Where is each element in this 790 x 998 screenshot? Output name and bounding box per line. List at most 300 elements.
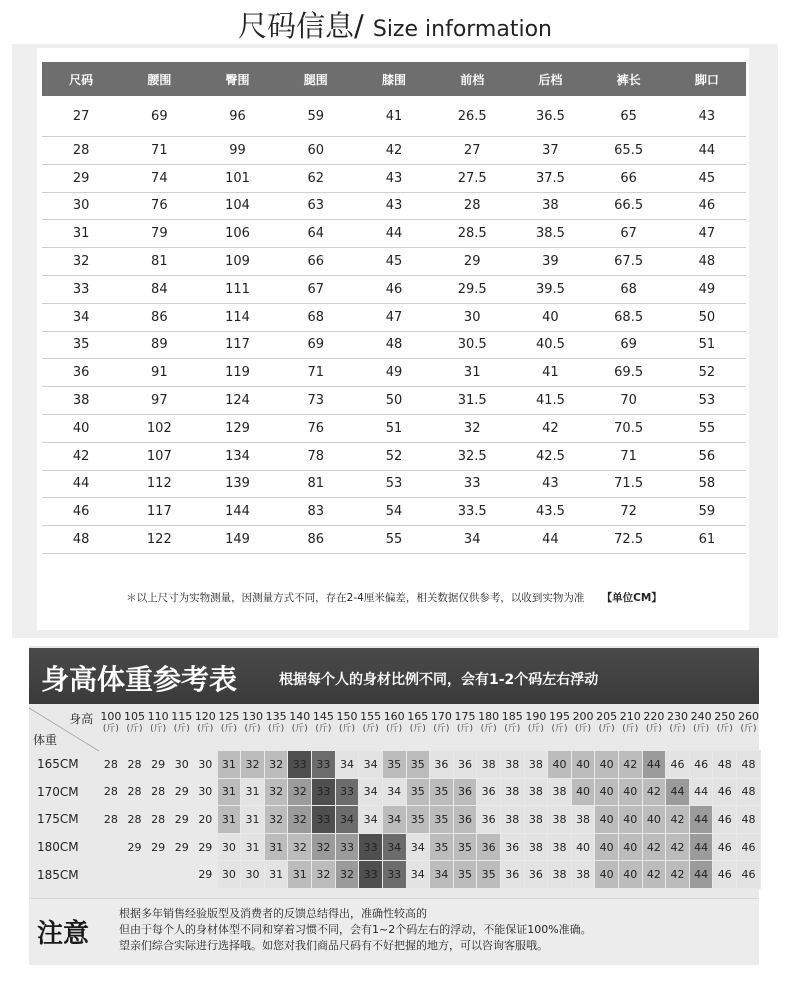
- size-suggestion-cell: 33: [335, 778, 359, 806]
- weight-unit: (斤): [645, 724, 662, 734]
- size-suggestion-cell: 34: [382, 833, 406, 861]
- size-row: [42, 164, 746, 192]
- size-cell: 45: [668, 164, 746, 192]
- notice-label: 注意: [37, 919, 90, 949]
- size-suggestion-cell: 34: [382, 778, 406, 806]
- size-cell: 86: [120, 303, 198, 331]
- weight-header: [453, 708, 477, 751]
- size-cell: 31: [433, 359, 511, 387]
- size-suggestion-cell: 38: [500, 778, 524, 806]
- size-cell: 72.5: [590, 526, 668, 554]
- weight-value: 210: [619, 710, 641, 723]
- size-cell: 30: [433, 303, 511, 331]
- size-suggestion-cell: 28: [123, 806, 147, 834]
- size-table: [42, 62, 746, 554]
- size-suggestion-cell: 42: [666, 861, 690, 889]
- size-suggestion-cell: 34: [406, 861, 430, 889]
- weight-unit: (斤): [716, 724, 733, 734]
- height-row: [29, 833, 761, 861]
- size-column-header: 膝围: [355, 62, 433, 96]
- weight-value: 200: [572, 710, 594, 723]
- size-table-header: [42, 62, 746, 96]
- size-suggestion-cell: 36: [453, 806, 477, 834]
- size-cell: 28: [433, 192, 511, 220]
- weight-unit: (斤): [480, 724, 497, 734]
- size-cell: 27.5: [433, 164, 511, 192]
- size-column-header: 脚口: [668, 62, 746, 96]
- size-cell: 104: [198, 192, 276, 220]
- weight-unit: (斤): [268, 724, 285, 734]
- size-suggestion-cell: 36: [477, 778, 501, 806]
- weight-header: [406, 708, 430, 751]
- size-suggestion-cell: 29: [146, 833, 170, 861]
- size-cell: 109: [198, 248, 276, 276]
- size-suggestion-cell: 32: [312, 861, 336, 889]
- size-cell: 89: [120, 331, 198, 359]
- weight-unit: (斤): [457, 724, 474, 734]
- size-suggestion-cell: 31: [217, 806, 241, 834]
- size-cell: 65.5: [590, 137, 668, 165]
- size-suggestion-cell: 42: [642, 778, 666, 806]
- size-suggestion-cell: 42: [642, 861, 666, 889]
- size-cell: 117: [120, 498, 198, 526]
- size-suggestion-cell: 34: [335, 806, 359, 834]
- height-label: 170CM: [37, 784, 79, 799]
- weight-unit: (斤): [338, 724, 355, 734]
- size-cell: 36.5: [511, 96, 589, 137]
- weight-unit: (斤): [197, 724, 214, 734]
- size-cell: 84: [120, 275, 198, 303]
- size-cell: 69.5: [590, 359, 668, 387]
- size-suggestion-cell: 32: [241, 751, 265, 779]
- size-cell: 79: [120, 220, 198, 248]
- size-cell: 42: [511, 414, 589, 442]
- size-cell: 47: [668, 220, 746, 248]
- weight-header: [241, 708, 265, 751]
- size-cell: 40: [42, 414, 120, 442]
- size-cell: 39.5: [511, 275, 589, 303]
- size-cell: 76: [277, 414, 355, 442]
- weight-header: [264, 708, 288, 751]
- size-row: [42, 303, 746, 331]
- weight-header: [170, 708, 194, 751]
- size-cell: 81: [120, 248, 198, 276]
- size-cell: 69: [277, 331, 355, 359]
- size-suggestion-cell: 38: [548, 833, 572, 861]
- size-cell: 96: [198, 96, 276, 137]
- size-cell: 33: [433, 470, 511, 498]
- size-cell: 97: [120, 387, 198, 415]
- size-cell: 41: [511, 359, 589, 387]
- reference-title: 身高体重参考表: [41, 663, 238, 696]
- size-row: [42, 414, 746, 442]
- size-cell: 46: [668, 192, 746, 220]
- size-suggestion-cell: 36: [524, 861, 548, 889]
- weight-value: 205: [596, 710, 618, 723]
- title-chinese: 尺码信息/: [237, 9, 364, 43]
- size-suggestion-cell: 33: [312, 778, 336, 806]
- size-cell: 32: [433, 414, 511, 442]
- weight-unit: (斤): [504, 724, 521, 734]
- size-cell: 30.5: [433, 331, 511, 359]
- size-suggestion-cell: 38: [524, 778, 548, 806]
- size-suggestion-cell: 44: [689, 833, 713, 861]
- size-cell: 52: [668, 359, 746, 387]
- size-cell: 44: [668, 137, 746, 165]
- size-suggestion-cell: 36: [430, 751, 454, 779]
- size-cell: 26.5: [433, 96, 511, 137]
- weight-unit: (斤): [150, 724, 167, 734]
- size-cell: 66.5: [590, 192, 668, 220]
- size-cell: 34: [433, 526, 511, 554]
- size-cell: 71: [277, 359, 355, 387]
- size-suggestion-cell: 46: [713, 778, 737, 806]
- size-cell: 76: [120, 192, 198, 220]
- weight-value: 250: [714, 710, 736, 723]
- size-cell: 34: [42, 303, 120, 331]
- weight-value: 130: [242, 710, 264, 723]
- height-label: 180CM: [37, 840, 79, 855]
- size-suggestion-cell: 36: [500, 861, 524, 889]
- size-cell: 67: [590, 220, 668, 248]
- size-cell: 51: [668, 331, 746, 359]
- weight-header: [642, 708, 666, 751]
- weight-header: [524, 708, 548, 751]
- weight-value: 240: [690, 710, 712, 723]
- size-suggestion-cell: 31: [217, 778, 241, 806]
- size-suggestion-cell: 40: [595, 778, 619, 806]
- weight-header: [123, 708, 147, 751]
- weight-value: 195: [548, 710, 570, 723]
- height-row: [29, 861, 761, 889]
- size-suggestion-cell: 31: [217, 751, 241, 779]
- size-cell: 134: [198, 442, 276, 470]
- size-suggestion-cell: 34: [406, 833, 430, 861]
- weight-value: 110: [147, 710, 169, 723]
- weight-unit: (斤): [102, 724, 119, 734]
- size-cell: 102: [120, 414, 198, 442]
- weight-header: [548, 708, 572, 751]
- measurement-note: [42, 590, 746, 605]
- size-cell: 43: [355, 164, 433, 192]
- size-cell: 74: [120, 164, 198, 192]
- size-suggestion-cell: 31: [241, 806, 265, 834]
- size-suggestion-cell: 30: [170, 751, 194, 779]
- reference-subtitle: 根据每个人的身材比例不同，会有1-2个码左右浮动: [279, 672, 599, 688]
- size-suggestion-cell: 46: [689, 751, 713, 779]
- hw-table-body: [29, 751, 761, 889]
- weight-value: 190: [525, 710, 547, 723]
- weight-unit: (斤): [126, 724, 143, 734]
- size-cell: 28.5: [433, 220, 511, 248]
- size-cell: 53: [668, 387, 746, 415]
- size-column-header: 尺码: [42, 62, 120, 96]
- size-cell: 68: [277, 303, 355, 331]
- size-suggestion-cell: 35: [406, 806, 430, 834]
- size-suggestion-cell: 35: [430, 778, 454, 806]
- size-suggestion-cell: 38: [524, 833, 548, 861]
- size-suggestion-cell: 36: [477, 833, 501, 861]
- size-suggestion-cell: 35: [430, 833, 454, 861]
- note-text: ＊以上尺寸为实物测量，因测量方式不同，存在2-4厘米偏差，相关数据仅供参考，以收到实物为准: [126, 592, 585, 604]
- size-row: [42, 526, 746, 554]
- size-suggestion-cell: 46: [666, 751, 690, 779]
- weight-value: 220: [643, 710, 665, 723]
- weight-header: [146, 708, 170, 751]
- size-suggestion-cell: 34: [359, 806, 383, 834]
- size-row: [42, 387, 746, 415]
- size-suggestion-cell: 30: [217, 833, 241, 861]
- weight-value: 125: [218, 710, 240, 723]
- size-row: [42, 137, 746, 165]
- size-suggestion-cell: 29: [170, 806, 194, 834]
- size-cell: 65: [590, 96, 668, 137]
- size-cell: 70: [590, 387, 668, 415]
- size-suggestion-cell: 28: [123, 751, 147, 779]
- size-suggestion-cell: [146, 861, 170, 889]
- weight-unit: (斤): [622, 724, 639, 734]
- size-cell: 50: [668, 303, 746, 331]
- weight-value: 160: [383, 710, 405, 723]
- weight-value: 170: [430, 710, 452, 723]
- size-suggestion-cell: 38: [477, 751, 501, 779]
- weight-unit: (斤): [575, 724, 592, 734]
- size-suggestion-cell: 35: [453, 861, 477, 889]
- weight-header: [359, 708, 383, 751]
- size-cell: 42: [42, 442, 120, 470]
- size-cell: 111: [198, 275, 276, 303]
- size-suggestion-cell: 48: [713, 751, 737, 779]
- weight-value: 120: [194, 710, 216, 723]
- weight-value: 175: [454, 710, 476, 723]
- weight-value: 100: [100, 710, 122, 723]
- weight-value: 135: [265, 710, 287, 723]
- size-suggestion-cell: [123, 861, 147, 889]
- size-suggestion-cell: 44: [689, 778, 713, 806]
- size-suggestion-cell: 42: [666, 833, 690, 861]
- size-suggestion-cell: 40: [595, 751, 619, 779]
- size-cell: 36: [42, 359, 120, 387]
- size-cell: 119: [198, 359, 276, 387]
- size-cell: 43: [355, 192, 433, 220]
- size-cell: 42.5: [511, 442, 589, 470]
- notice-lines: [119, 906, 592, 954]
- size-cell: 58: [668, 470, 746, 498]
- size-cell: 40: [511, 303, 589, 331]
- size-suggestion-cell: 46: [713, 806, 737, 834]
- size-suggestion-cell: 32: [264, 778, 288, 806]
- size-suggestion-cell: 29: [194, 833, 218, 861]
- size-cell: 70.5: [590, 414, 668, 442]
- weight-unit: (斤): [386, 724, 403, 734]
- weight-value: 180: [478, 710, 500, 723]
- size-row: [42, 331, 746, 359]
- size-suggestion-cell: 35: [430, 806, 454, 834]
- size-row: [42, 359, 746, 387]
- size-cell: 35: [42, 331, 120, 359]
- weight-unit: (斤): [315, 724, 332, 734]
- size-suggestion-cell: 38: [524, 806, 548, 834]
- size-row: [42, 96, 746, 137]
- size-suggestion-cell: 34: [430, 861, 454, 889]
- size-suggestion-cell: 29: [123, 833, 147, 861]
- size-suggestion-cell: 33: [312, 806, 336, 834]
- size-cell: 68.5: [590, 303, 668, 331]
- size-cell: 43: [511, 470, 589, 498]
- size-table-body: [42, 96, 746, 553]
- size-suggestion-cell: 38: [548, 778, 572, 806]
- size-cell: 71: [590, 442, 668, 470]
- size-suggestion-cell: 35: [406, 778, 430, 806]
- size-suggestion-cell: 20: [194, 806, 218, 834]
- size-suggestion-cell: 33: [335, 833, 359, 861]
- size-cell: 43.5: [511, 498, 589, 526]
- height-label: 165CM: [37, 757, 79, 772]
- notice-box: [29, 898, 759, 965]
- hw-table-header: [29, 708, 761, 751]
- height-row: [29, 778, 761, 806]
- size-cell: 37.5: [511, 164, 589, 192]
- size-suggestion-cell: [99, 861, 123, 889]
- size-cell: 52: [355, 442, 433, 470]
- size-cell: 144: [198, 498, 276, 526]
- height-row: [29, 751, 761, 779]
- size-cell: 41.5: [511, 387, 589, 415]
- size-suggestion-cell: 38: [500, 751, 524, 779]
- size-column-header: 腰围: [120, 62, 198, 96]
- size-suggestion-cell: 40: [642, 806, 666, 834]
- size-suggestion-cell: 28: [99, 751, 123, 779]
- size-cell: 31: [42, 220, 120, 248]
- size-cell: 38.5: [511, 220, 589, 248]
- size-cell: 101: [198, 164, 276, 192]
- size-suggestion-cell: 30: [217, 861, 241, 889]
- size-cell: 59: [277, 96, 355, 137]
- size-cell: 38: [42, 387, 120, 415]
- size-cell: 50: [355, 387, 433, 415]
- size-cell: 48: [42, 526, 120, 554]
- weight-header: [217, 708, 241, 751]
- size-row: [42, 220, 746, 248]
- size-cell: 60: [277, 137, 355, 165]
- weight-header: [312, 708, 336, 751]
- size-cell: 38: [511, 192, 589, 220]
- weight-unit: (斤): [740, 724, 757, 734]
- size-cell: 48: [355, 331, 433, 359]
- page-title: [0, 4, 790, 45]
- weight-unit: (斤): [244, 724, 261, 734]
- size-suggestion-cell: 48: [737, 751, 761, 779]
- weight-unit: (斤): [362, 724, 379, 734]
- size-suggestion-cell: 46: [737, 861, 761, 889]
- size-cell: 63: [277, 192, 355, 220]
- size-suggestion-cell: 35: [406, 751, 430, 779]
- weight-value: 145: [312, 710, 334, 723]
- size-suggestion-cell: 40: [595, 833, 619, 861]
- weight-value: 140: [289, 710, 311, 723]
- size-suggestion-cell: 34: [359, 778, 383, 806]
- size-suggestion-cell: 40: [571, 751, 595, 779]
- size-suggestion-cell: 32: [288, 806, 312, 834]
- weight-unit: (斤): [173, 724, 190, 734]
- size-column-header: 臀围: [198, 62, 276, 96]
- size-cell: 42: [355, 137, 433, 165]
- size-cell: 41: [355, 96, 433, 137]
- weight-header: [99, 708, 123, 751]
- notice-line: 根据多年销售经验版型及消费者的反馈总结得出，准确性较高的: [119, 907, 427, 920]
- size-suggestion-cell: 28: [123, 778, 147, 806]
- size-suggestion-cell: 32: [264, 751, 288, 779]
- weight-unit: (斤): [291, 724, 308, 734]
- weight-unit: (斤): [551, 724, 568, 734]
- size-suggestion-cell: 35: [382, 751, 406, 779]
- size-suggestion-cell: 40: [595, 861, 619, 889]
- size-suggestion-cell: 40: [548, 751, 572, 779]
- size-suggestion-cell: 40: [618, 806, 642, 834]
- size-suggestion-cell: 33: [359, 833, 383, 861]
- height-label: 185CM: [37, 867, 79, 882]
- weight-value: 115: [171, 710, 193, 723]
- size-cell: 32.5: [433, 442, 511, 470]
- size-cell: 73: [277, 387, 355, 415]
- size-suggestion-cell: 30: [241, 861, 265, 889]
- size-suggestion-cell: 28: [146, 806, 170, 834]
- size-suggestion-cell: 29: [170, 778, 194, 806]
- weight-unit: (斤): [220, 724, 237, 734]
- size-suggestion-cell: 40: [571, 778, 595, 806]
- size-suggestion-cell: 48: [737, 806, 761, 834]
- size-suggestion-cell: 40: [571, 833, 595, 861]
- size-cell: 46: [42, 498, 120, 526]
- size-cell: 149: [198, 526, 276, 554]
- size-suggestion-cell: 42: [642, 833, 666, 861]
- size-suggestion-cell: 35: [477, 861, 501, 889]
- size-suggestion-cell: 30: [194, 778, 218, 806]
- weight-header: [194, 708, 218, 751]
- size-suggestion-cell: 31: [288, 861, 312, 889]
- size-suggestion-cell: 46: [713, 861, 737, 889]
- size-cell: 44: [511, 526, 589, 554]
- weight-header: [288, 708, 312, 751]
- size-suggestion-cell: 33: [359, 861, 383, 889]
- weight-header: [335, 708, 359, 751]
- size-suggestion-cell: 36: [477, 806, 501, 834]
- size-cell: 66: [590, 164, 668, 192]
- size-suggestion-cell: 31: [241, 833, 265, 861]
- weight-header: [689, 708, 713, 751]
- size-suggestion-cell: 28: [146, 778, 170, 806]
- size-cell: 86: [277, 526, 355, 554]
- size-cell: 46: [355, 275, 433, 303]
- size-cell: 64: [277, 220, 355, 248]
- size-cell: 29: [433, 248, 511, 276]
- size-cell: 129: [198, 414, 276, 442]
- size-row: [42, 248, 746, 276]
- weight-unit: (斤): [669, 724, 686, 734]
- size-row: [42, 442, 746, 470]
- weight-header: [382, 708, 406, 751]
- weight-value: 230: [667, 710, 688, 723]
- size-suggestion-cell: 34: [359, 751, 383, 779]
- size-cell: 122: [120, 526, 198, 554]
- size-cell: 107: [120, 442, 198, 470]
- size-suggestion-cell: 31: [264, 833, 288, 861]
- height-weight-table: [29, 708, 761, 889]
- size-cell: 44: [355, 220, 433, 248]
- size-suggestion-cell: 30: [194, 751, 218, 779]
- weight-value: 155: [360, 710, 382, 723]
- size-cell: 45: [355, 248, 433, 276]
